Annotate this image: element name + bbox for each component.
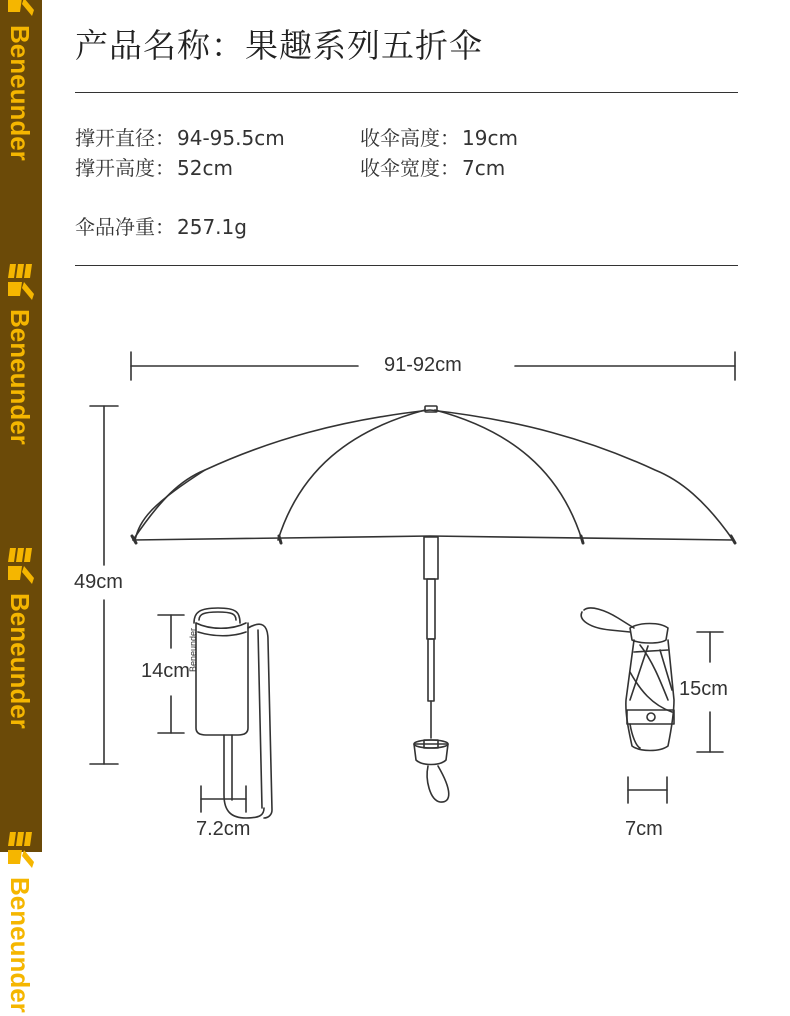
folded-height-label: 15cm: [679, 678, 728, 700]
brand-wordmark: Beneunder: [5, 593, 35, 729]
folded-width-label: 7cm: [625, 818, 663, 840]
spec-value: 94-95.5cm: [177, 126, 285, 150]
brand-wordmark: Beneunder: [5, 25, 35, 161]
spec-value: 19cm: [462, 126, 518, 150]
spec-value: 7cm: [462, 156, 506, 180]
spec-label: 收伞高度：: [360, 126, 460, 150]
brand-wordmark: Beneunder: [5, 877, 35, 1013]
spec-label: 撑开高度：: [75, 156, 175, 180]
spec-label: 伞品净重：: [75, 215, 175, 239]
sleeve-width-label: 7.2cm: [196, 818, 251, 840]
total-height-label: 49cm: [74, 571, 123, 593]
folded-width-dimension: [628, 777, 667, 803]
spec-value: 52cm: [177, 156, 233, 180]
spec-label: 撑开直径：: [75, 126, 175, 150]
sleeve-height-label: 14cm: [141, 660, 190, 682]
sleeve-print: Beneunder: [188, 627, 198, 672]
folded-umbrella: [581, 608, 674, 751]
umbrella-sleeve: [194, 608, 272, 818]
brand-wordmark: Beneunder: [5, 309, 35, 445]
product-title: 产品名称：果趣系列五折伞: [75, 26, 483, 65]
open-umbrella: [132, 406, 735, 802]
spec-value: 257.1g: [177, 215, 247, 239]
canopy-width-label: 91-92cm: [384, 354, 462, 376]
spec-label: 收伞宽度：: [360, 156, 460, 180]
